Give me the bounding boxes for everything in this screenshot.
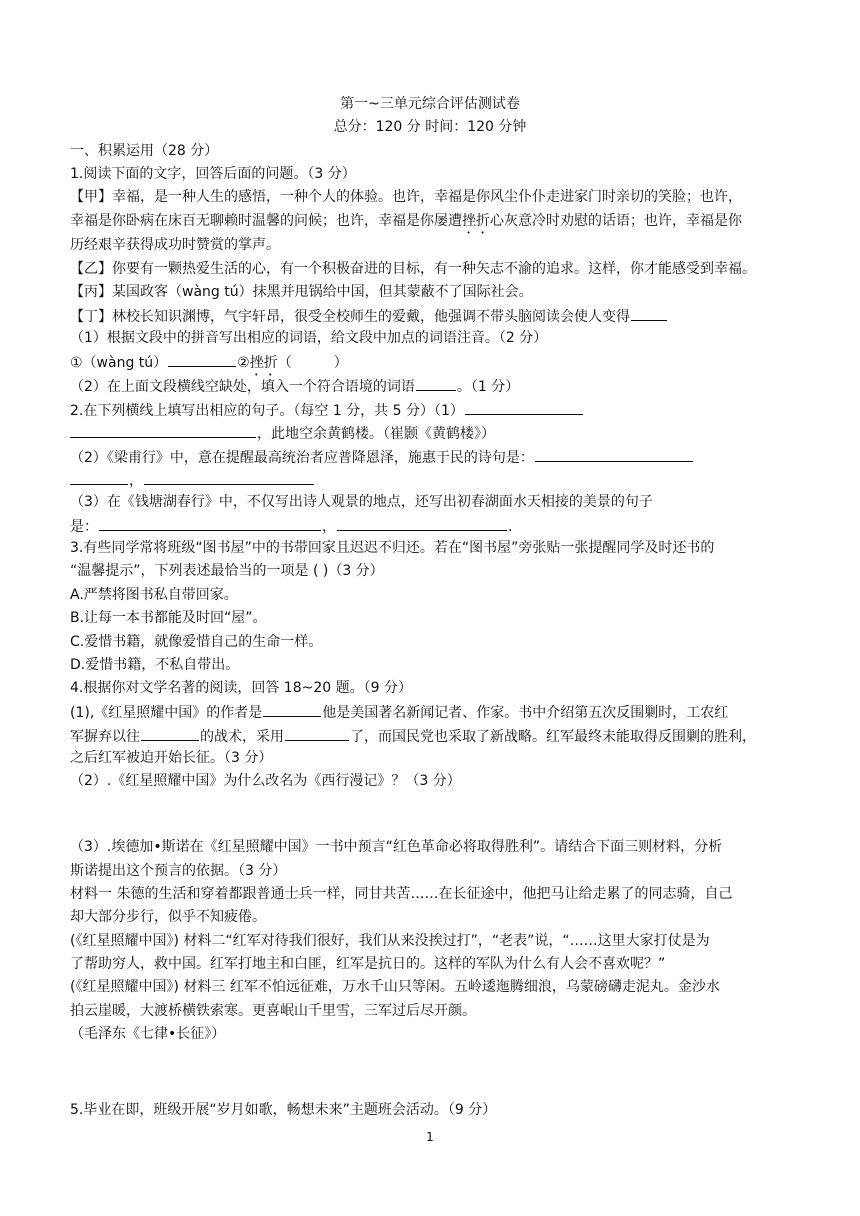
text: ， — [129, 473, 143, 489]
question-4-sub-2: （2）.《红星照耀中国》为什么改名为《西行漫记》？（3 分） — [70, 773, 461, 789]
passage-yi: 【乙】你要有一颗热爱生活的心，有一个积极奋进的目标，有一种矢志不渝的追求。这样，你才能感受到幸福。 — [70, 261, 756, 277]
answer-blank[interactable] — [631, 305, 667, 321]
dotted-char: 挫 — [462, 213, 476, 229]
question-1-sub-1-answers — [70, 351, 348, 371]
answer-blank[interactable] — [285, 725, 349, 741]
question-2-sub-2-line-2 — [70, 469, 315, 489]
text: 军摒弃以往 — [70, 729, 140, 745]
passage-jia-line-3: 历经艰辛获得成功时赞赏的掌声。 — [70, 237, 280, 253]
exam-title: 第一~三单元综合评估测试卷 — [340, 96, 520, 112]
text: . — [508, 519, 513, 535]
text: 幸福是你卧病在床百无聊赖时温馨的问候；也许，幸福是你屡遭 — [70, 213, 462, 229]
answer-blank[interactable] — [70, 422, 256, 438]
question-4-sub-3-line-1: （3）.埃德加•斯诺在《红星照耀中国》一书中预言“红色革命必将取得胜利”。请结合下面三则材料，分析 — [70, 839, 723, 855]
passage-bing: 【丙】某国政客（wàng tú）抹黑并甩锅给中国，但其蒙蔽不了国际社会。 — [70, 284, 533, 300]
material-3-line-1: (《红星照耀中国》) 材料三 红军不怕远征难，万水千山只等闲。五岭逶迤腾细浪，乌蒙磅礴走泥丸。金沙水 — [70, 979, 720, 995]
answer-blank[interactable] — [535, 446, 693, 462]
passage-jia-line-1: 【甲】幸福，是一种人生的感悟，一种个人的体验。也许，幸福是你风尘仆仆走进家门时亲切的笑脸；也许， — [70, 189, 742, 205]
option-d[interactable]: D.爱惜书籍，不私自带出。 — [70, 657, 240, 673]
text: ①（wàng tú） — [70, 355, 168, 371]
answer-blank[interactable] — [465, 399, 583, 415]
text: 。（1 分） — [456, 379, 520, 395]
exam-subtitle: 总分：120 分 时间：120 分钟 — [333, 119, 527, 135]
question-4-sub-1-line-2 — [70, 725, 756, 745]
question-5-stem: 5.毕业在即，班级开展“岁月如歌，畅想未来”主题班会活动。（9 分） — [70, 1102, 497, 1118]
dotted-char: 折 — [476, 213, 490, 229]
text: （ — [277, 355, 292, 371]
material-1-line-1: 材料一 朱德的生活和穿着都跟普通士兵一样，同甘共苦……在长征途中，他把马让给走累了的同志骑，自己 — [70, 886, 733, 902]
passage-jia-line-2 — [70, 211, 742, 231]
question-2-sub-2 — [70, 446, 694, 466]
question-3-stem-1: 3.有些同学常将班级“图书屋”中的书带回家且迟迟不归还。若在“图书屋”旁张贴一张提醒同学及时还书的 — [70, 540, 715, 556]
question-3-stem-2: “温馨提示”，下列表述最恰当的一项是 ( )（3 分） — [70, 563, 384, 579]
text: 了，而国民党也采取了新战略。红军最终未能取得反围剿的胜利， — [350, 729, 756, 745]
material-2-line-2: 了帮助穷人，救中国。红军打地主和白匪，红军是抗日的。这样的军队为什么有人会不喜欢呢？” — [70, 956, 666, 972]
page-number: 1 — [426, 1130, 434, 1144]
material-3-line-2: 拍云崖暖，大渡桥横铁索寒。更喜岷山千里雪，三军过后尽开颜。 — [70, 1003, 476, 1019]
option-b[interactable]: B.让每一本书都能及时回“屋”。 — [70, 610, 267, 626]
text: ） — [333, 355, 348, 371]
question-4-sub-1-line-3: 之后红军被迫开始长征。（3 分） — [70, 750, 273, 766]
question-2-sub-3-answer — [70, 515, 512, 535]
question-4-stem: 4.根据你对文学名著的阅读，回答 18~20 题。（9 分） — [70, 680, 412, 696]
material-2-line-1: (《红星照耀中国》) 材料二“红军对待我们很好，我们从来没挨过打”，“老表”说，“……这里大家打仗是为 — [70, 933, 710, 949]
question-4-sub-1-line-1 — [70, 701, 728, 721]
question-2-line-1 — [70, 422, 495, 442]
option-a[interactable]: A.严禁将图书私自带回家。 — [70, 587, 238, 603]
text: 他是美国著名新闻记者、作家。书中介绍第五次反围剿时，工农红 — [322, 705, 729, 721]
answer-blank[interactable] — [141, 725, 199, 741]
answer-blank[interactable] — [168, 351, 236, 367]
answer-blank[interactable] — [263, 701, 321, 717]
text: 的战术，采用 — [200, 729, 284, 745]
section-heading: 一、积累运用（28 分） — [70, 143, 219, 159]
text: 心灰意冷时劝慰的话语；也许，幸福是你 — [490, 213, 742, 229]
text: ， — [322, 519, 336, 535]
text: 是： — [70, 519, 98, 535]
dotted-char: 挫 — [249, 355, 264, 371]
question-4-sub-3-line-2: 斯诺提出这个预言的依据。（3 分） — [70, 863, 287, 879]
answer-blank[interactable] — [70, 469, 128, 485]
question-1-sub-2 — [70, 375, 519, 395]
text: 【丁】林校长知识渊博，气宇轩昂，很受全校师生的爱戴，他强调不带头脑阅读会使人变得 — [70, 309, 630, 325]
question-1-sub-1: （1）根据文段中的拼音写出相应的词语，给文段中加点的词语注音。（2 分） — [70, 330, 548, 346]
material-1-line-2: 却大部分步行，似乎不知疲倦。 — [70, 909, 266, 925]
question-2-stem — [70, 399, 584, 419]
text: （2）《梁甫行》中，意在提醒最高统治者应普降恩泽，施惠于民的诗句是： — [70, 450, 534, 466]
question-2-sub-3: （3）在《钱塘湖春行》中，不仅写出诗人观景的地点，还写出初春湖面水天相接的美景的句子 — [70, 494, 653, 510]
answer-blank[interactable] — [337, 515, 507, 531]
dotted-char: 折 — [263, 355, 278, 371]
option-c[interactable]: C.爱惜书籍，就像爱惜自己的生命一样。 — [70, 634, 323, 650]
text: (1),《红星照耀中国》的作者是 — [70, 705, 263, 721]
material-3-source: （毛泽东《七律•长征》） — [70, 1026, 226, 1042]
question-1-stem: 1.阅读下面的文字，回答后面的问题。（3 分） — [70, 166, 356, 182]
text: （2）在上面文段横线空缺处，填入一个符合语境的词语 — [70, 379, 415, 395]
answer-blank[interactable] — [99, 515, 321, 531]
text: ② — [237, 355, 250, 371]
text: 2.在下列横线上填写出相应的句子。（每空 1 分，共 5 分）（1） — [70, 403, 464, 419]
text: ，此地空余黄鹤楼。（崔颢《黄鹤楼》） — [257, 426, 495, 442]
passage-ding — [70, 305, 668, 325]
answer-blank[interactable] — [416, 375, 456, 391]
answer-blank[interactable] — [144, 469, 314, 485]
